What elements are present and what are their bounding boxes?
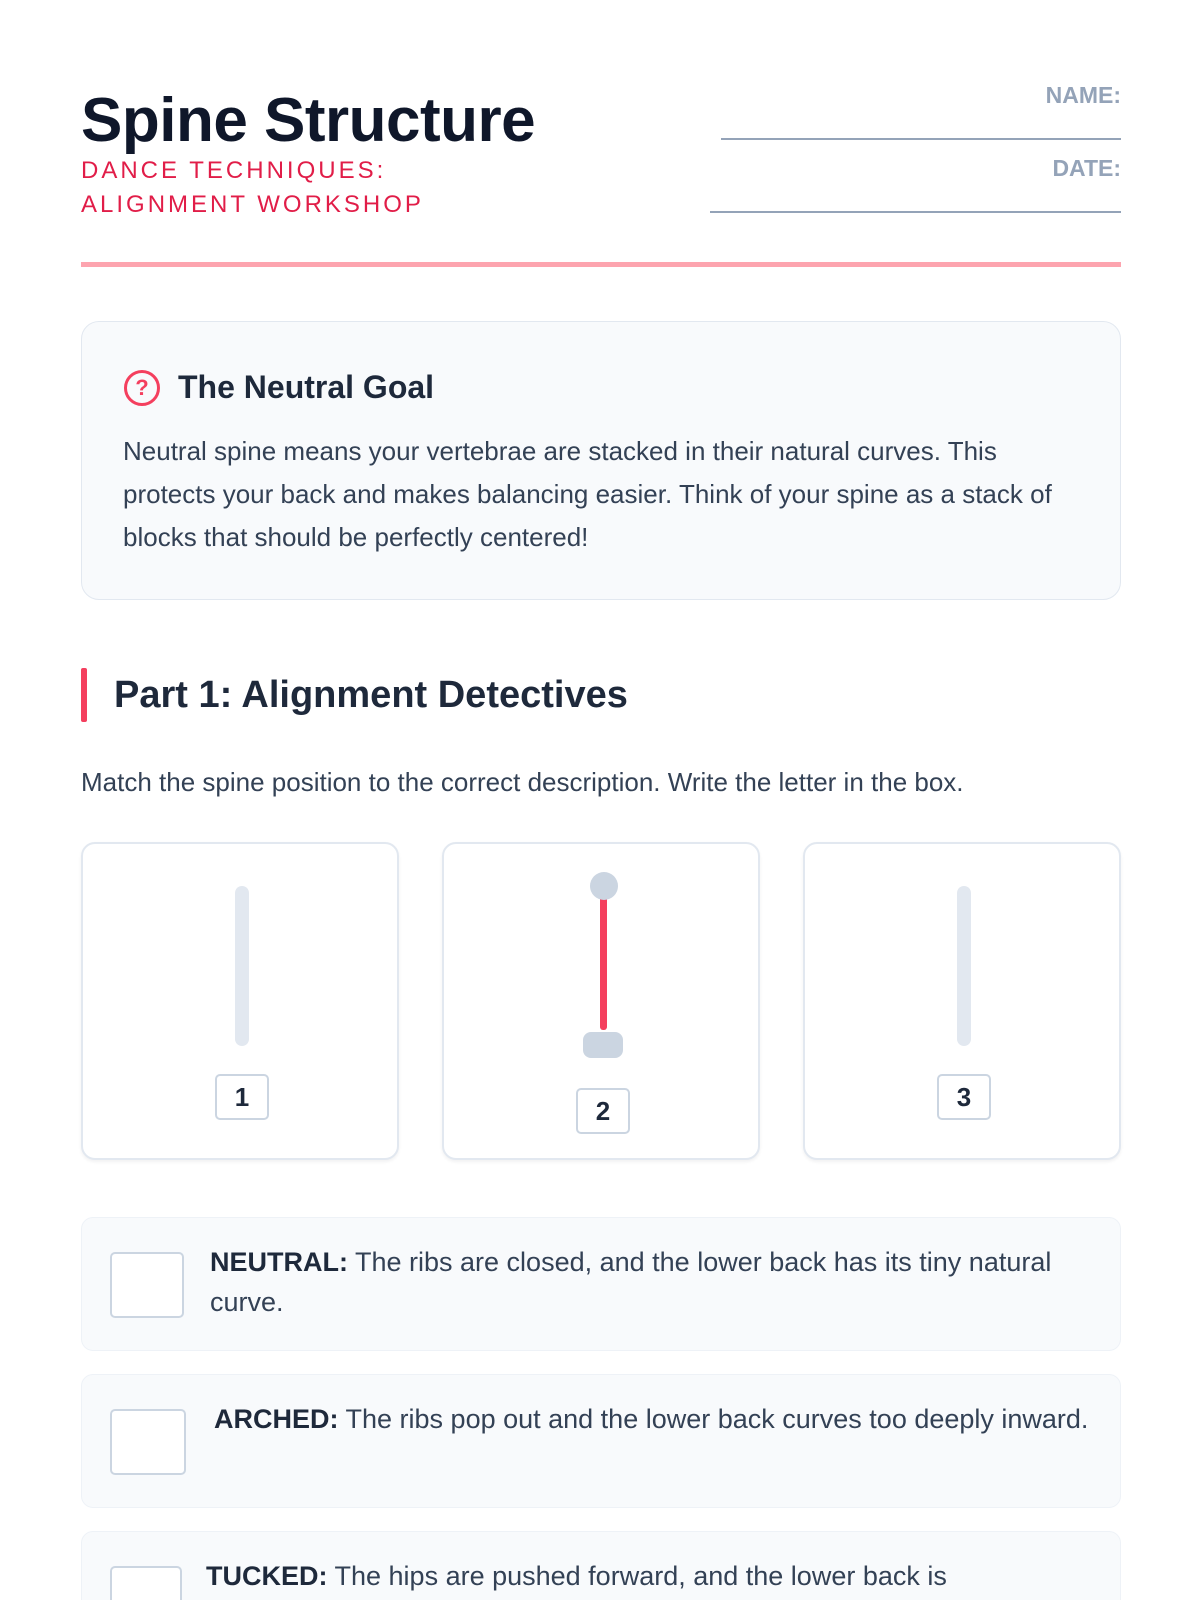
match-option-row — [81, 1531, 1121, 1600]
name-field-line[interactable] — [721, 138, 1121, 140]
spine-pelvis-marker — [583, 1032, 623, 1058]
diagram-number-box: 1 — [215, 1074, 269, 1120]
spine-diagram-card — [81, 842, 399, 1160]
worksheet-header — [81, 0, 1121, 268]
option-term: TUCKED: — [206, 1561, 328, 1591]
spine-head-marker — [590, 872, 618, 900]
spine-diagram-card — [803, 842, 1121, 1160]
option-description: The hips are pushed forward, and the lower back is — [334, 1561, 947, 1591]
date-field-line[interactable] — [710, 211, 1121, 213]
match-option-text — [210, 1242, 1090, 1322]
name-label: NAME: — [1045, 82, 1121, 108]
match-option-row — [81, 1374, 1121, 1508]
option-term: ARCHED: — [214, 1404, 339, 1434]
diagram-number-box: 3 — [937, 1074, 991, 1120]
worksheet-page — [81, 0, 1121, 1600]
diagram-number-box: 2 — [576, 1088, 630, 1134]
header-divider — [81, 262, 1121, 267]
match-option-row — [81, 1217, 1121, 1351]
neutral-goal-card — [81, 321, 1121, 600]
page-subtitle: DANCE TECHNIQUES: ALIGNMENT WORKSHOP — [81, 157, 424, 218]
goal-title: The Neutral Goal — [178, 369, 435, 405]
answer-box[interactable] — [110, 1252, 184, 1318]
spine-diagram-card — [442, 842, 760, 1160]
date-label: DATE: — [1052, 155, 1121, 181]
option-description: The ribs are closed, and the lower back has its tiny natural curve. — [210, 1247, 1052, 1317]
answer-box[interactable] — [110, 1409, 186, 1475]
answer-box[interactable] — [110, 1566, 182, 1600]
question-circle-icon: ? — [124, 370, 160, 406]
goal-text: Neutral spine means your vertebrae are stacked in their natural curves. This protects your back and makes balancing easier. Think of your spine as a stack of blocks that should be perfectly centered! — [123, 436, 1052, 552]
spine-figure — [957, 886, 971, 1046]
match-option-text — [206, 1556, 1086, 1596]
section-instructions: Match the spine position to the correct description. Write the letter in the box. — [81, 767, 964, 797]
option-term: NEUTRAL: — [210, 1247, 348, 1277]
option-description: The ribs pop out and the lower back curves too deeply inward. — [345, 1404, 1089, 1434]
section-accent-bar — [81, 668, 87, 722]
match-option-text — [214, 1399, 1094, 1439]
spine-figure — [235, 886, 249, 1046]
spine-figure — [600, 896, 607, 1030]
section-title: Part 1: Alignment Detectives — [114, 674, 628, 716]
page-title: Spine Structure — [81, 86, 536, 155]
